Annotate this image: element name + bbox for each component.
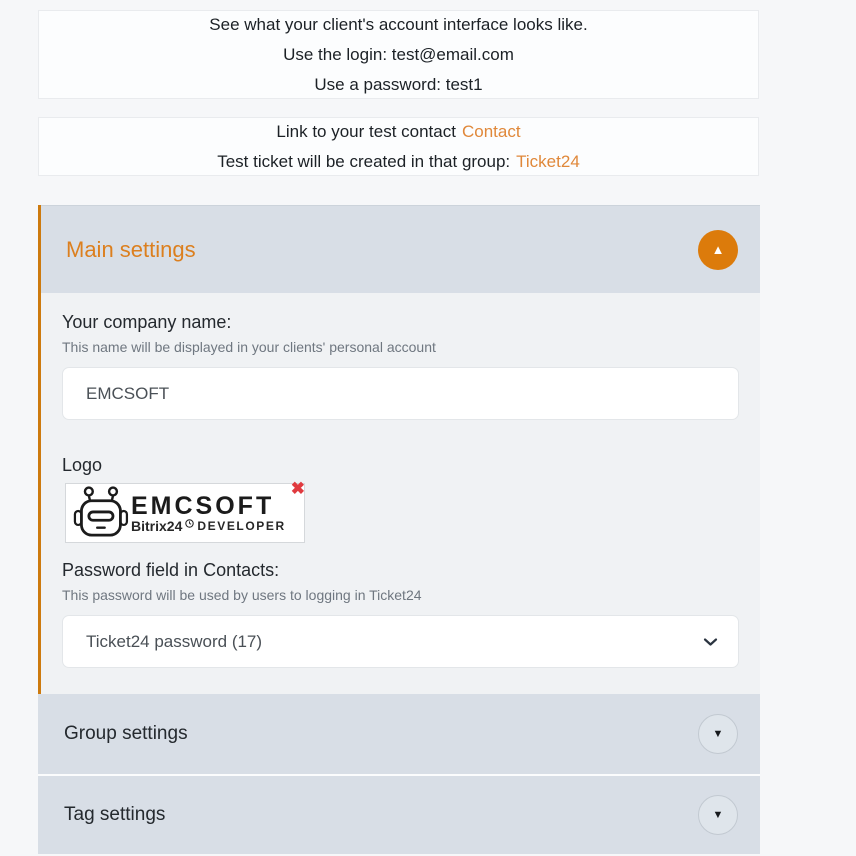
client-preview-info-box bbox=[38, 10, 759, 99]
logo-brand-text: EMCSOFT bbox=[131, 491, 275, 520]
logo-bitrix24-text: Bitrix24 bbox=[131, 517, 183, 534]
info-line: See what your client's account interface looks like. bbox=[209, 14, 588, 34]
robot-logo-icon bbox=[71, 485, 129, 542]
chevron-down-icon bbox=[703, 637, 718, 647]
group-settings-header[interactable] bbox=[38, 694, 760, 774]
remove-logo-icon[interactable]: ✖ bbox=[290, 479, 305, 498]
main-settings-title: Main settings bbox=[66, 236, 196, 262]
password-field-select[interactable] bbox=[62, 615, 739, 668]
expand-tag-settings-button[interactable] bbox=[698, 795, 738, 835]
triangle-down-icon: ▼ bbox=[712, 727, 724, 740]
main-settings-header[interactable] bbox=[41, 205, 760, 293]
info-line: Use the login: test@email.com bbox=[283, 44, 514, 64]
logo-developer-text: DEVELOPER bbox=[197, 518, 286, 533]
company-name-input[interactable] bbox=[62, 367, 739, 420]
collapse-main-settings-button[interactable] bbox=[698, 230, 738, 270]
logo-label: Logo bbox=[62, 455, 103, 475]
info-line: Use a password: test1 bbox=[314, 74, 483, 94]
contact-line-text: Link to your test contact bbox=[276, 121, 456, 141]
clock-icon bbox=[185, 519, 194, 528]
tag-settings-title: Tag settings bbox=[64, 804, 166, 825]
main-settings-content bbox=[41, 293, 760, 694]
password-field-selected-value: Ticket24 password (17) bbox=[86, 631, 263, 651]
group-settings-title: Group settings bbox=[64, 723, 188, 744]
company-name-label: Your company name: bbox=[62, 312, 232, 332]
password-field-label: Password field in Contacts: bbox=[62, 560, 280, 580]
info-line bbox=[217, 147, 580, 177]
expand-group-settings-button[interactable] bbox=[698, 714, 738, 754]
triangle-up-icon: ▲ bbox=[711, 242, 725, 257]
triangle-down-icon: ▼ bbox=[712, 808, 724, 821]
info-line bbox=[276, 117, 520, 147]
company-name-helper: This name will be displayed in your clients' personal account bbox=[62, 339, 436, 355]
logo-preview bbox=[65, 479, 305, 543]
password-field-helper: This password will be used by users to logging in Ticket24 bbox=[62, 587, 422, 603]
ticket-group-line-text: Test ticket will be created in that group: bbox=[217, 151, 511, 171]
contact-link[interactable]: Contact bbox=[461, 121, 521, 141]
settings-accordion bbox=[38, 205, 760, 854]
logo-wordmark bbox=[131, 491, 286, 534]
main-settings-panel bbox=[38, 205, 760, 694]
tag-settings-header[interactable] bbox=[38, 776, 760, 854]
test-links-info-box bbox=[38, 117, 759, 176]
ticket24-group-link[interactable]: Ticket24 bbox=[516, 151, 580, 171]
